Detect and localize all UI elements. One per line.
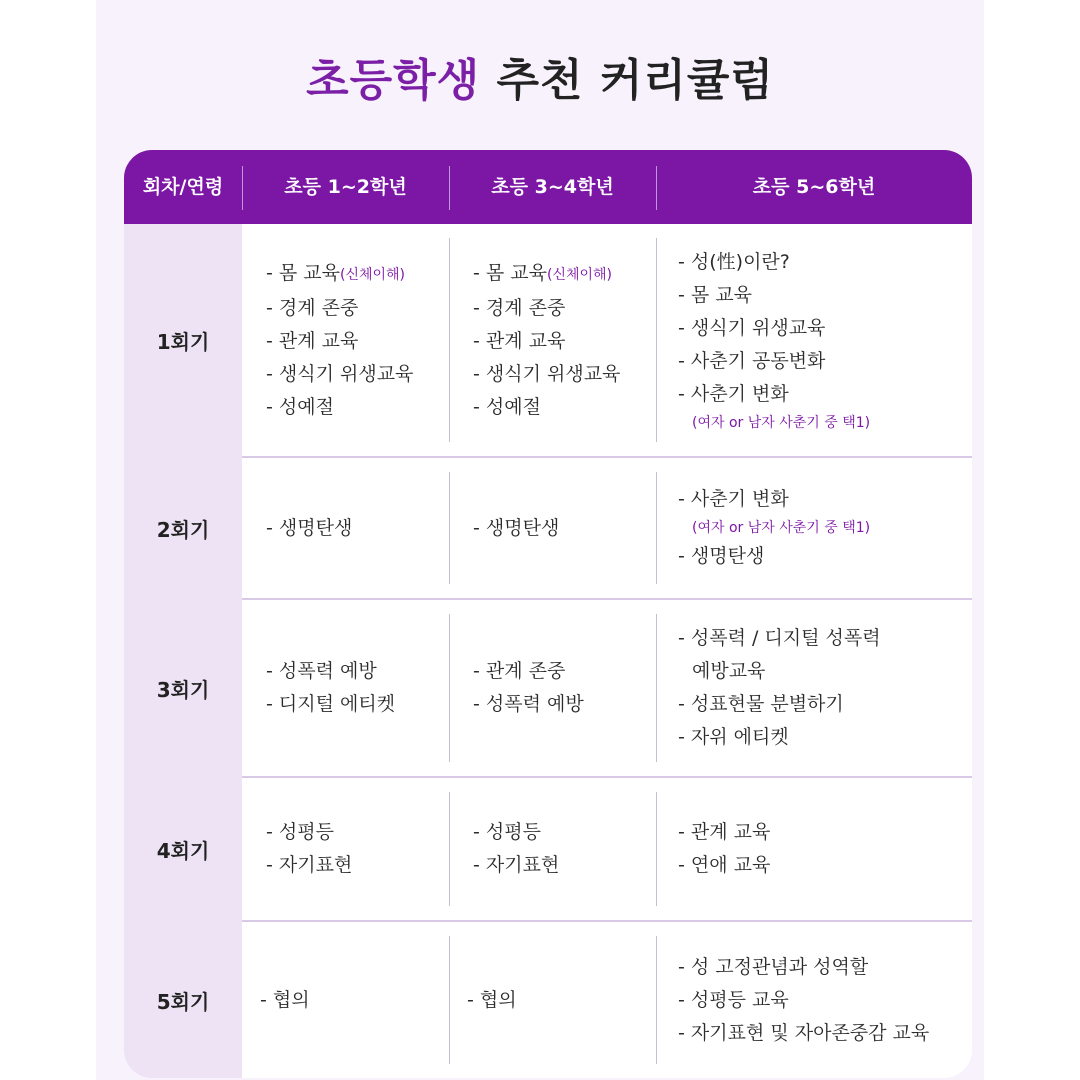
list-item: - 생명탄생: [473, 516, 560, 539]
list-item: - 성예절: [266, 395, 334, 418]
row-label: 3회기: [156, 677, 210, 702]
list-item: - 성표현물 분별하기: [678, 693, 844, 715]
list-item: - 성(性)이란?: [678, 250, 790, 273]
list-item: - 생명탄생: [678, 545, 765, 567]
list-item: - 사춘기 공동변화: [678, 349, 826, 372]
list-item-continuation: 예방교육: [692, 660, 766, 682]
list-item: - 성폭력 예방: [473, 693, 584, 715]
list-item: - 협의: [260, 988, 310, 1011]
table-row-session-5: [124, 922, 972, 1078]
item-note: (신체이해): [547, 266, 613, 283]
table-row-session-2: [124, 458, 972, 598]
list-item: - 성폭력 예방: [266, 660, 377, 682]
list-item: - 사춘기 변화: [678, 488, 789, 510]
list-item: - 성평등: [266, 821, 334, 843]
header-grade-3-4: 초등 3~4학년: [491, 176, 614, 198]
title-rest: 추천 커리큘럼: [480, 55, 774, 106]
list-item: - 성 고정관념과 성역할: [678, 955, 869, 978]
table-row-session-3: [124, 600, 972, 776]
cell-grade-5-6: [656, 458, 972, 598]
cell-grade-3-4: [449, 922, 656, 1078]
list-item: - 자기표현: [266, 854, 353, 876]
list-item: - 자기표현: [473, 854, 560, 876]
list-item: - 자위 에티켓: [678, 726, 789, 748]
list-item: - 자기표현 및 자아존중감 교육: [678, 1021, 930, 1044]
list-item: - 디지털 에티켓: [266, 693, 396, 715]
cell-grade-5-6: [656, 224, 972, 456]
list-item: - 생명탄생: [266, 516, 353, 539]
cell-grade-1-2: [242, 922, 449, 1078]
list-item: - 관계 존중: [473, 660, 566, 682]
title-highlight: 초등학생: [306, 55, 481, 106]
list-item: - 성예절: [473, 395, 541, 418]
row-label: 1회기: [156, 329, 210, 354]
cell-grade-5-6: [656, 600, 972, 776]
table-header: [124, 150, 972, 224]
list-item: - 협의: [467, 988, 517, 1011]
list-item: - 몸 교육(신체이해): [266, 261, 406, 284]
cell-grade-3-4: [449, 224, 656, 456]
table-row-session-1: [124, 224, 972, 456]
cell-grade-1-2: [242, 600, 449, 776]
list-item: - 생식기 위생교육: [678, 316, 826, 339]
list-item: - 경계 존중: [266, 296, 359, 319]
list-item: - 사춘기 변화: [678, 382, 789, 405]
list-item: - 성폭력 / 디지털 성폭력: [678, 627, 881, 649]
header-grade-1-2: 초등 1~2학년: [284, 176, 407, 198]
list-item: - 경계 존중: [473, 296, 566, 319]
list-item: - 관계 교육: [678, 821, 771, 843]
list-item: - 성평등 교육: [678, 988, 789, 1011]
page-title: [0, 44, 1080, 108]
header-grade-5-6: 초등 5~6학년: [752, 176, 876, 198]
row-label: 5회기: [156, 989, 210, 1014]
list-item: - 관계 교육: [266, 329, 359, 352]
table-row-session-4: [124, 778, 972, 920]
list-item: - 연애 교육: [678, 854, 771, 876]
header-session-age: 회차/연령: [142, 176, 224, 198]
cell-grade-5-6: [656, 778, 972, 920]
cell-grade-3-4: [449, 458, 656, 598]
cell-grade-1-2: [242, 224, 449, 456]
list-item: - 몸 교육: [678, 283, 752, 306]
cell-grade-5-6: [656, 922, 972, 1078]
row-label: 2회기: [156, 517, 210, 542]
item-note: (여자 or 남자 사춘기 중 택1): [692, 414, 871, 431]
list-item: - 생식기 위생교육: [266, 362, 414, 385]
cell-grade-1-2: [242, 458, 449, 598]
cell-grade-3-4: [449, 600, 656, 776]
item-note: (여자 or 남자 사춘기 중 택1): [692, 520, 871, 536]
curriculum-table: [124, 150, 972, 1078]
cell-grade-1-2: [242, 778, 449, 920]
row-label: 4회기: [156, 838, 210, 863]
cell-grade-3-4: [449, 778, 656, 920]
list-item: - 몸 교육(신체이해): [473, 261, 613, 284]
list-item: - 관계 교육: [473, 329, 566, 352]
item-note: (신체이해): [340, 266, 406, 283]
list-item: - 생식기 위생교육: [473, 362, 621, 385]
list-item: - 성평등: [473, 821, 541, 843]
